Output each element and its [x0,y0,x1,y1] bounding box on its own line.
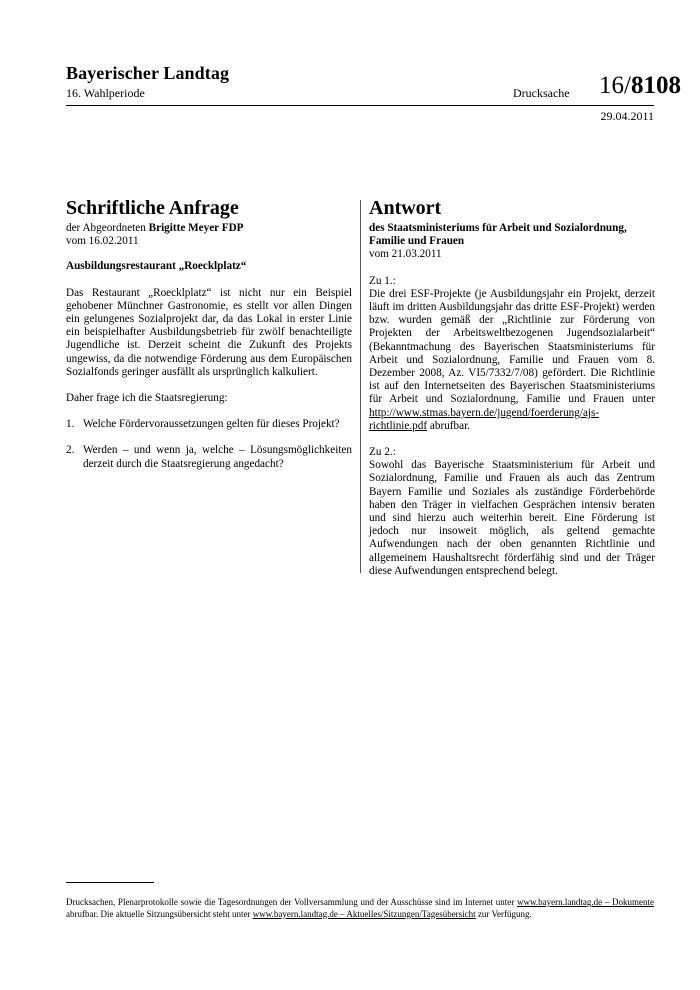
document-number-prefix: 16/ [599,72,631,99]
header-divider [66,105,654,106]
anfrage-heading: Schriftliche Anfrage [66,197,239,219]
antwort-ministry: des Staatsministeriums für Arbeit und Sozialordnung, Familie und Frauen [369,222,627,248]
anfrage-column [66,196,352,484]
footnote-divider [66,882,154,883]
antwort-column [369,196,655,578]
legislative-period: 16. Wahlperiode [66,86,145,100]
footnote [66,897,654,920]
footnote-text-2: abrufbar. Die aktuelle Sitzungsübersicht steht unter [66,908,251,919]
parliament-title: Bayerischer Landtag [66,63,230,83]
author-prefix: der Abgeordneten [66,222,146,234]
column-divider [360,200,361,573]
footnote-link-tagesuebersicht[interactable]: www.bayern.landtag.de – Aktuelles/Sitzungen/Tagesübersicht [252,908,476,919]
answer-1-text [369,288,655,433]
footnote-text-1: Drucksachen, Plenarprotokolle sowie die Tagesordnungen der Vollversammlung und der Ausschüsse sind im Internet unter [66,897,515,907]
answer-1-body: Die drei ESF-Projekte (je Ausbildungsjahr ein Projekt, derzeit läuft im dritten Ausbildungsjahr das dritte ESF-Projekt) werden bzw. wurden gemäß der „Richtlinie zur Förderung von Projekten der Arbeitsweltbezogenen Jugendsozialarbeit“ (Bekanntmachung des Bayerischen Staatsministeriums für Arbeit und Sozialordnung, Familie und Frauen vom 8. Dezember 2008, Az. VI5/7332/7/08) gefördert. Die Richtlinie ist auf den Internetseiten des Bayerischen Staatsministeriums für Arbeit und Sozialordnung, Familie und Frauen unter [369,287,655,406]
anfrage-author [66,222,352,235]
richtlinie-link[interactable]: http://www.stmas.bayern.de/jugend/foerderung/ajs-richtlinie.pdf [369,406,600,432]
question-text: Welche Fördervoraussetzungen gelten für dieses Projekt? [83,418,340,431]
antwort-date: vom 21.03.2011 [369,248,442,261]
list-item [66,418,352,431]
question-number: 1. [66,418,75,431]
author-name: Brigitte Meyer FDP [148,222,244,234]
footnote-link-dokumente[interactable]: www.bayern.landtag.de – Dokumente [516,897,655,907]
drucksache-label: Drucksache [513,86,570,100]
document-date: 29.04.2011 [600,109,654,123]
question-text: Werden – und wenn ja, welche – Lösungsmöglichkeiten derzeit durch die Staatsregierung angedacht? [83,444,352,470]
answer-2-label: Zu 2.: [369,446,396,459]
antwort-heading: Antwort [369,197,442,219]
question-intro: Daher frage ich die Staatsregierung: [66,392,228,405]
anfrage-body: Das Restaurant „Roecklplatz“ ist nicht nur ein Beispiel gehobener Münchner Gastronomie, es stellt vor allen Dingen ein gelungenes Sozialprojekt dar, da das Lokal in erster Linie ein beispielhafter Ausbildungsbetrieb für zwölf benachteiligte Jugendliche ist. Derzeit scheint die Zukunft des Projekts ungewiss, da die notwendige Förderung aus dem Europäischen Sozialfonds geringer ausfällt als ursprünglich kalkuliert. [66,286,352,378]
document-number-main: 8108 [630,72,681,99]
document-number [599,71,681,101]
question-list [66,418,352,471]
anfrage-date: vom 16.02.2011 [66,235,139,248]
anfrage-subject: Ausbildungsrestaurant „Roecklplatz“ [66,260,247,273]
footnote-text-3: zur Verfügung. [477,908,532,919]
answer-1-tail: abrufbar. [429,419,470,432]
list-item [66,444,352,470]
answer-1-label: Zu 1.: [369,274,396,287]
question-number: 2. [66,444,75,457]
answer-2-text: Sowohl das Bayerische Staatsministerium für Arbeit und Sozialordnung, Familie und Frauen als auch das Zentrum Bayern Familie und Soziales als zuständige Förderbehörde haben den Träger in vielfachen Gesprächen intensiv beraten und sind hierzu auch weiterhin bereit. Eine Förderung ist jedoch nur insoweit möglich, als geltend gemachte Aufwendungen nach der oben genannten Richtlinie und allgemeinem Haushaltsrecht förderfähig sind und der Träger diese Aufwendungen entsprechend belegt. [369,459,655,577]
